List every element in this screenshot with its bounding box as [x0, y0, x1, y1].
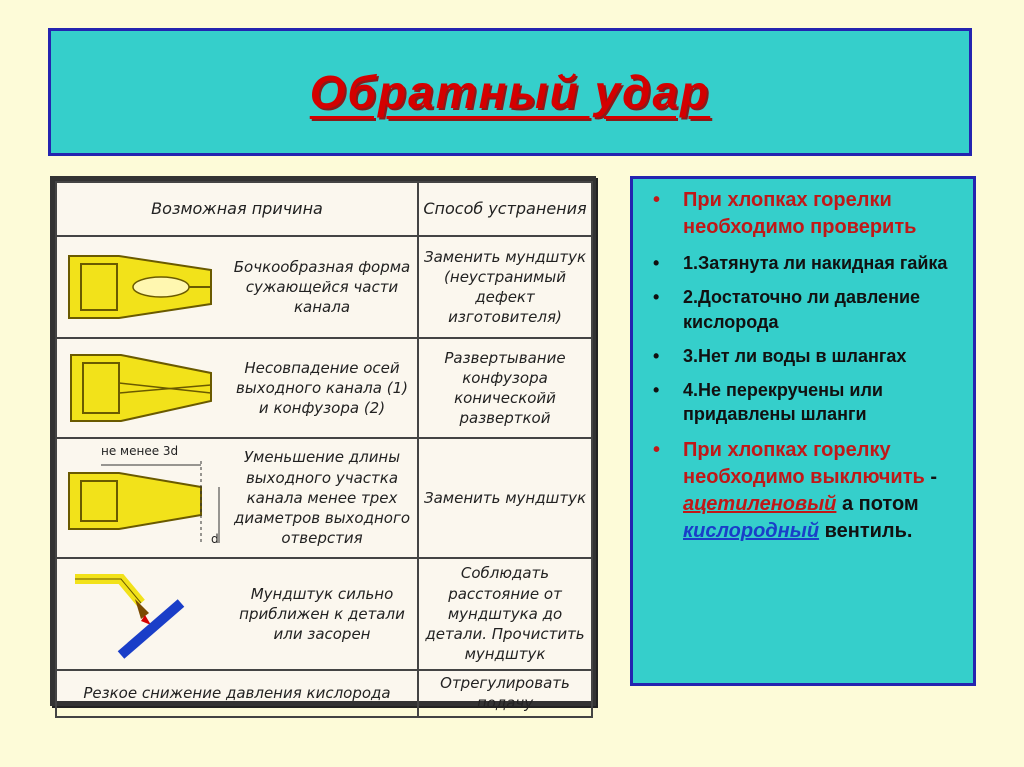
header-cause: Возможная причина	[56, 182, 418, 236]
torch-near-part-image	[61, 569, 231, 659]
causes-table	[50, 176, 596, 713]
nozzle-barrel-image	[61, 242, 231, 332]
acetylene-link: ацетиленовый	[683, 492, 837, 515]
list-item: • 3.Нет ли воды в шлангах	[643, 344, 959, 368]
remedy-text: Развертывание конфузора коническойй разверткой	[418, 338, 592, 438]
cause-text: Уменьшение длины выходного участка канала менее трех диаметров выходного отверстия	[233, 448, 411, 548]
remedy-text: Соблюдать расстояние от мундштука до детали. Прочистить мундштук	[418, 558, 592, 670]
oxygen-link: кислородный	[683, 519, 820, 542]
bullet-icon: •	[653, 438, 661, 461]
list-item: • 2.Достаточно ли давление кислорода	[653, 287, 921, 332]
cause-text: Бочкообразная форма сужающейся части канала	[233, 257, 411, 317]
table-row	[56, 236, 592, 338]
cause-text: Резкое снижение давления кислорода	[56, 670, 418, 717]
bullet-icon: •	[653, 345, 660, 366]
table-row	[56, 338, 592, 438]
remedy-text: Отрегулировать подачу	[418, 670, 592, 717]
title-banner	[48, 28, 972, 156]
checklist-panel	[630, 176, 976, 686]
nozzle-misaligned-image	[61, 343, 231, 433]
bullet-icon: •	[653, 189, 661, 211]
table-row	[56, 558, 592, 670]
remedy-text: Заменить мундштук	[418, 438, 592, 558]
list-item: • 1.Затянута ли накидная гайка	[643, 251, 959, 275]
table-row	[56, 670, 592, 717]
nozzle-short-channel-image	[61, 443, 231, 553]
table-row	[56, 438, 592, 558]
list-item: • При хлопках горелки необходимо проверить	[653, 189, 917, 238]
cause-text: Мундштук сильно приближен к детали или засорен	[239, 584, 405, 644]
dim-label-top: не менее 3d	[101, 444, 179, 458]
list-item-shutdown: • При хлопках горелку необходимо выключить - ацетиленовый а потом кислородный вентиль.	[653, 438, 938, 542]
bullet-icon: •	[653, 253, 660, 273]
bullet-icon: •	[653, 380, 660, 401]
remedy-text: Заменить мундштук (неустранимый дефект изготовителя)	[418, 236, 592, 338]
dim-label-side: d	[211, 532, 219, 546]
list-item: • 4.Не перекручены или придавлены шланги	[653, 380, 883, 425]
cause-text: Несовпадение осей выходного канала (1) и конфузора (2)	[236, 358, 408, 418]
header-remedy: Способ устранения	[418, 182, 592, 236]
bullet-icon: •	[653, 287, 660, 308]
page-title: Обратный удар	[309, 66, 711, 118]
